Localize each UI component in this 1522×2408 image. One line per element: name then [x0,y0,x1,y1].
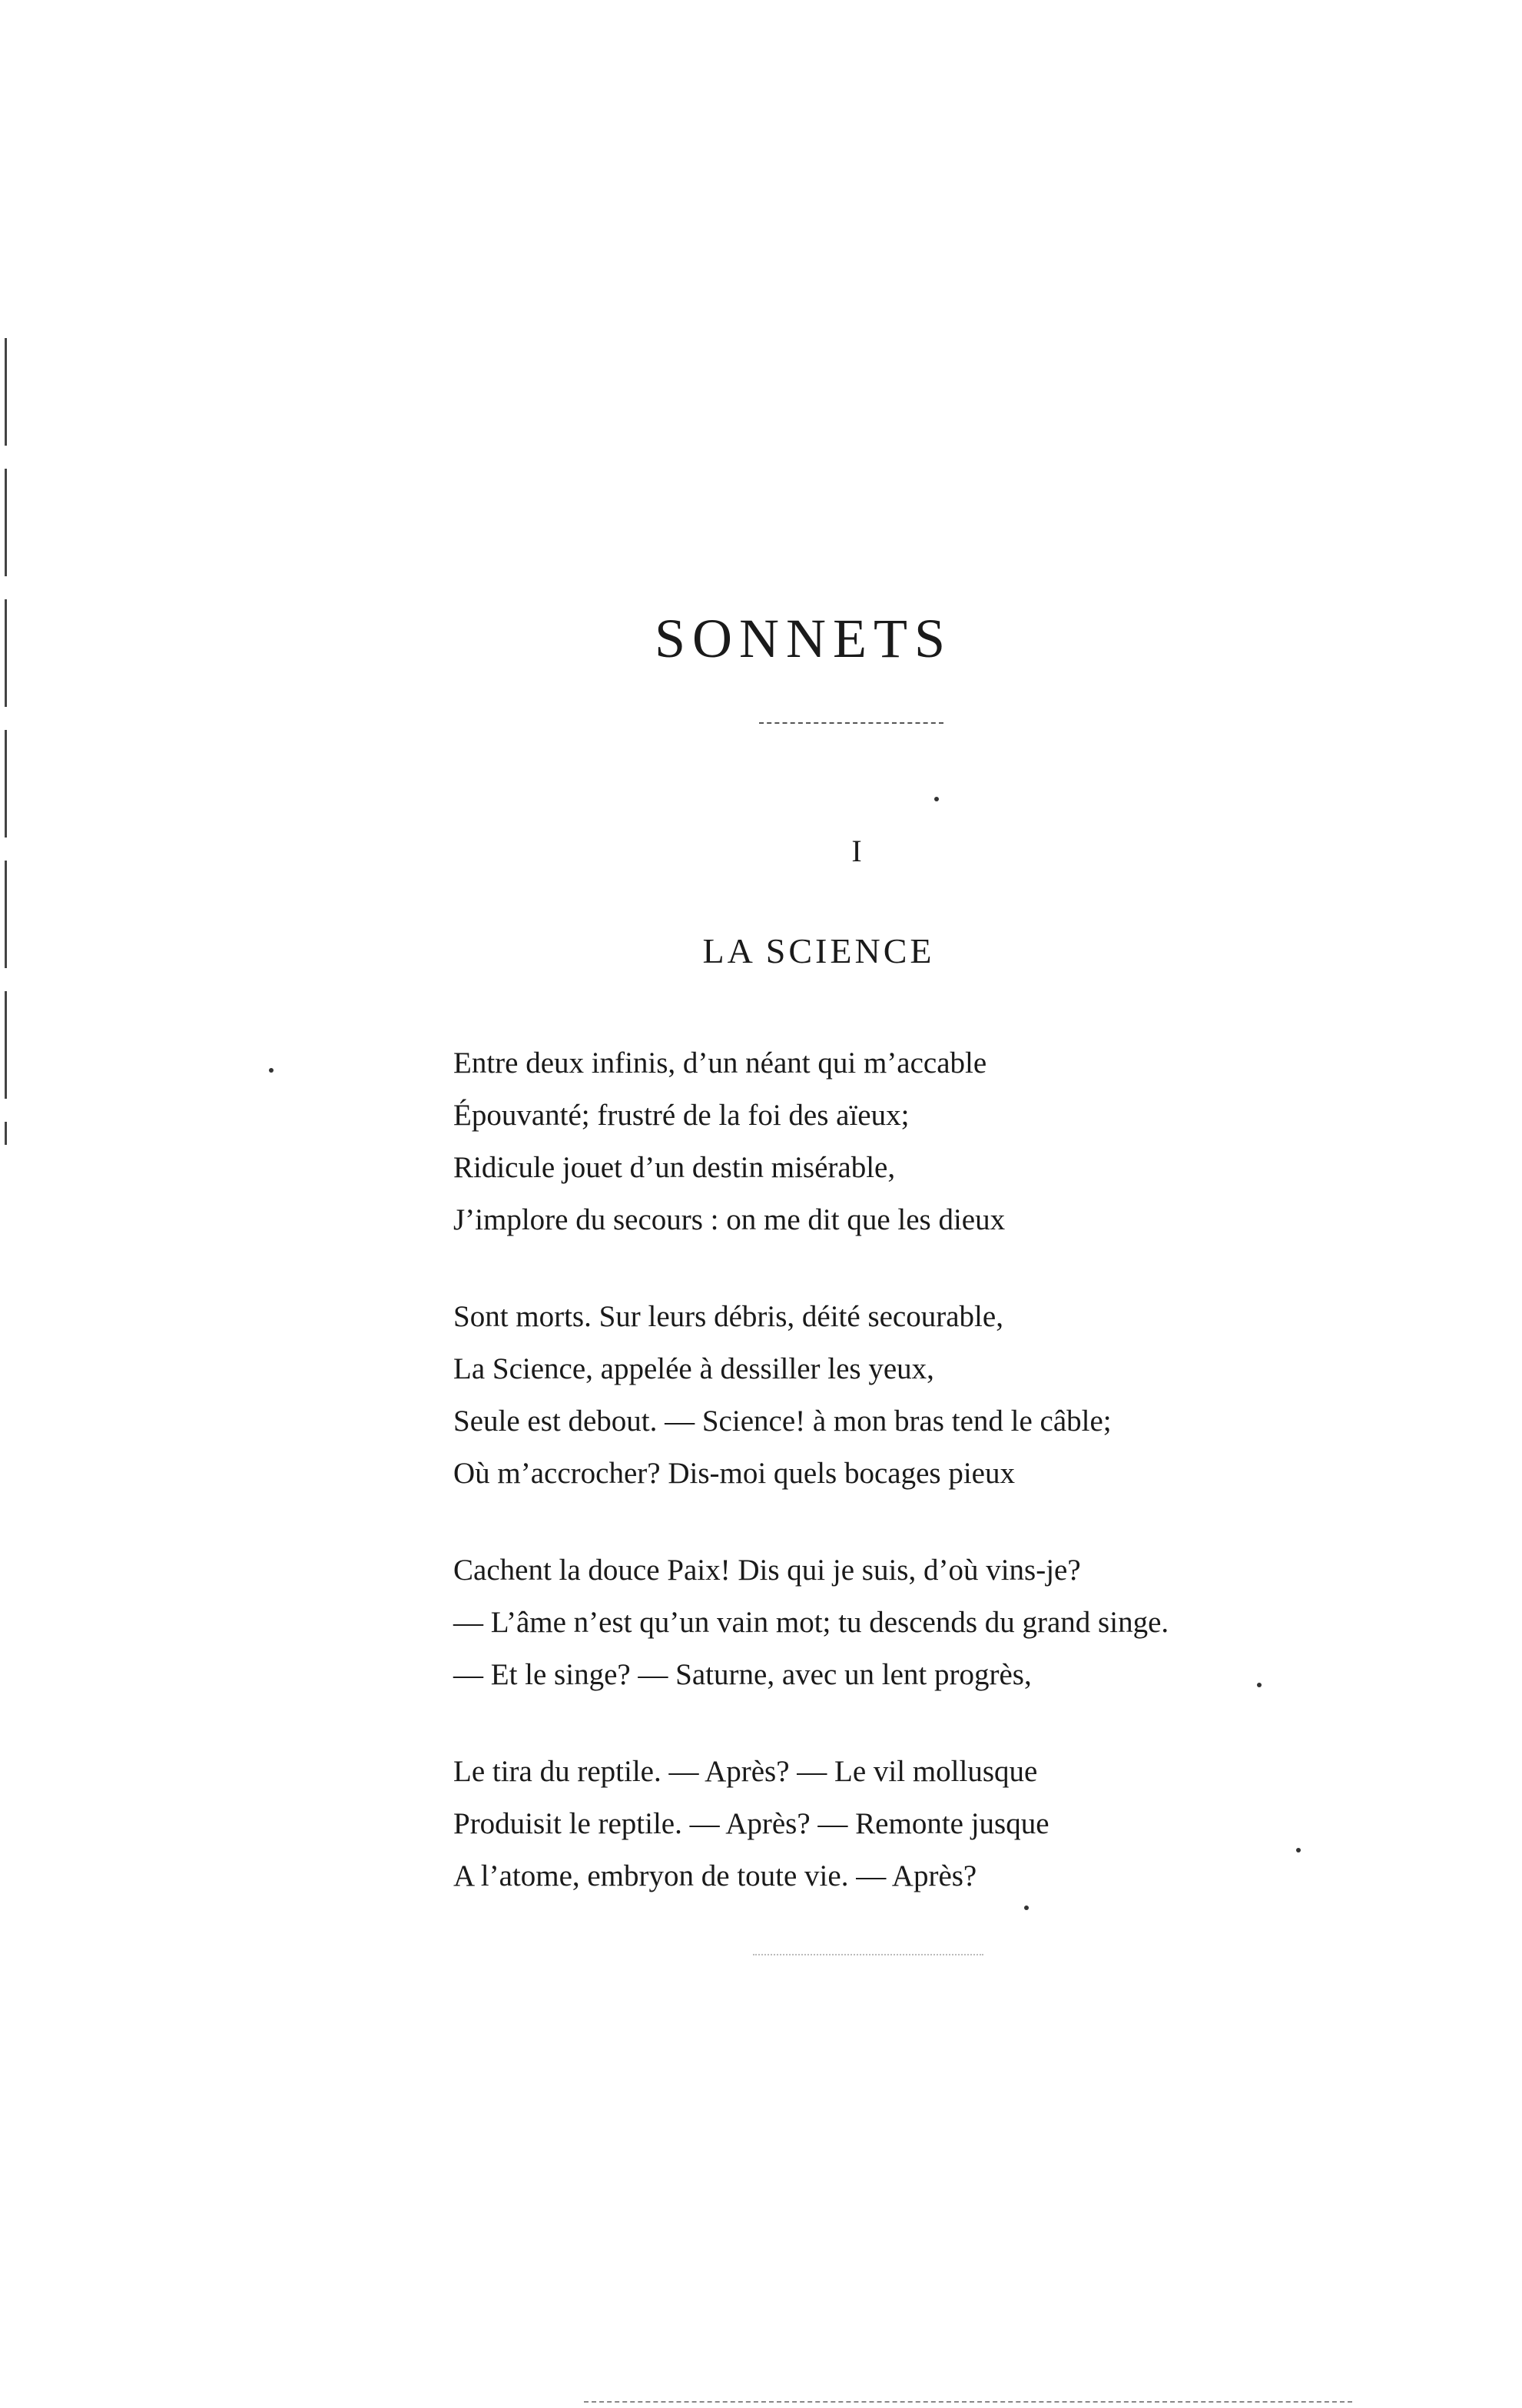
verse-line: — L’âme n’est qu’un vain mot; tu descends du grand singe. [453,1606,1169,1639]
verse-line: Épouvanté; frustré de la foi des aïeux; [453,1099,910,1132]
print-speck [269,1068,274,1073]
poem-title: LA SCIENCE [702,931,935,970]
print-speck [934,797,939,801]
verse-line: J’implore du secours : on me dit que les dieux [453,1203,1006,1236]
print-speck [1024,1906,1029,1910]
stanza-tercet-2 [453,1746,1375,1902]
print-speck [1296,1848,1301,1852]
stanza-tercet-1 [453,1544,1375,1701]
page-edge-shadow [5,338,7,1145]
verse-line: — Et le singe? — Saturne, avec un lent progrès, [453,1658,1032,1691]
verse-line: Le tira du reptile. — Après? — Le vil mollusque [453,1755,1038,1788]
verse-line: Produisit le reptile. — Après? — Remonte jusque [453,1807,1049,1840]
verse-line: Où m’accrocher? Dis-moi quels bocages pieux [453,1457,1015,1490]
verse-line: Cachent la douce Paix! Dis qui je suis, d’où vins-je? [453,1554,1081,1587]
poem-body [453,1037,1375,1947]
page-bottom-rule [584,2401,1352,2403]
verse-line: Entre deux infinis, d’un néant qui m’accable [453,1046,987,1080]
verse-line: Seule est debout. — Science! à mon bras tend le câble; [453,1405,1112,1438]
stanza-quatrain-2 [453,1291,1375,1500]
verse-line: A l’atome, embryon de toute vie. — Après? [453,1859,977,1892]
verse-line: Sont morts. Sur leurs débris, déité secourable, [453,1300,1003,1333]
stanza-quatrain-1 [453,1037,1375,1246]
verse-line: Ridicule jouet d’un destin misérable, [453,1151,896,1184]
heading-divider [759,722,943,724]
print-speck [1257,1683,1262,1687]
section-heading: SONNETS [654,608,953,669]
sonnet-number: I [851,834,862,868]
end-divider [753,1954,983,1955]
verse-line: La Science, appelée à dessiller les yeux, [453,1352,934,1385]
